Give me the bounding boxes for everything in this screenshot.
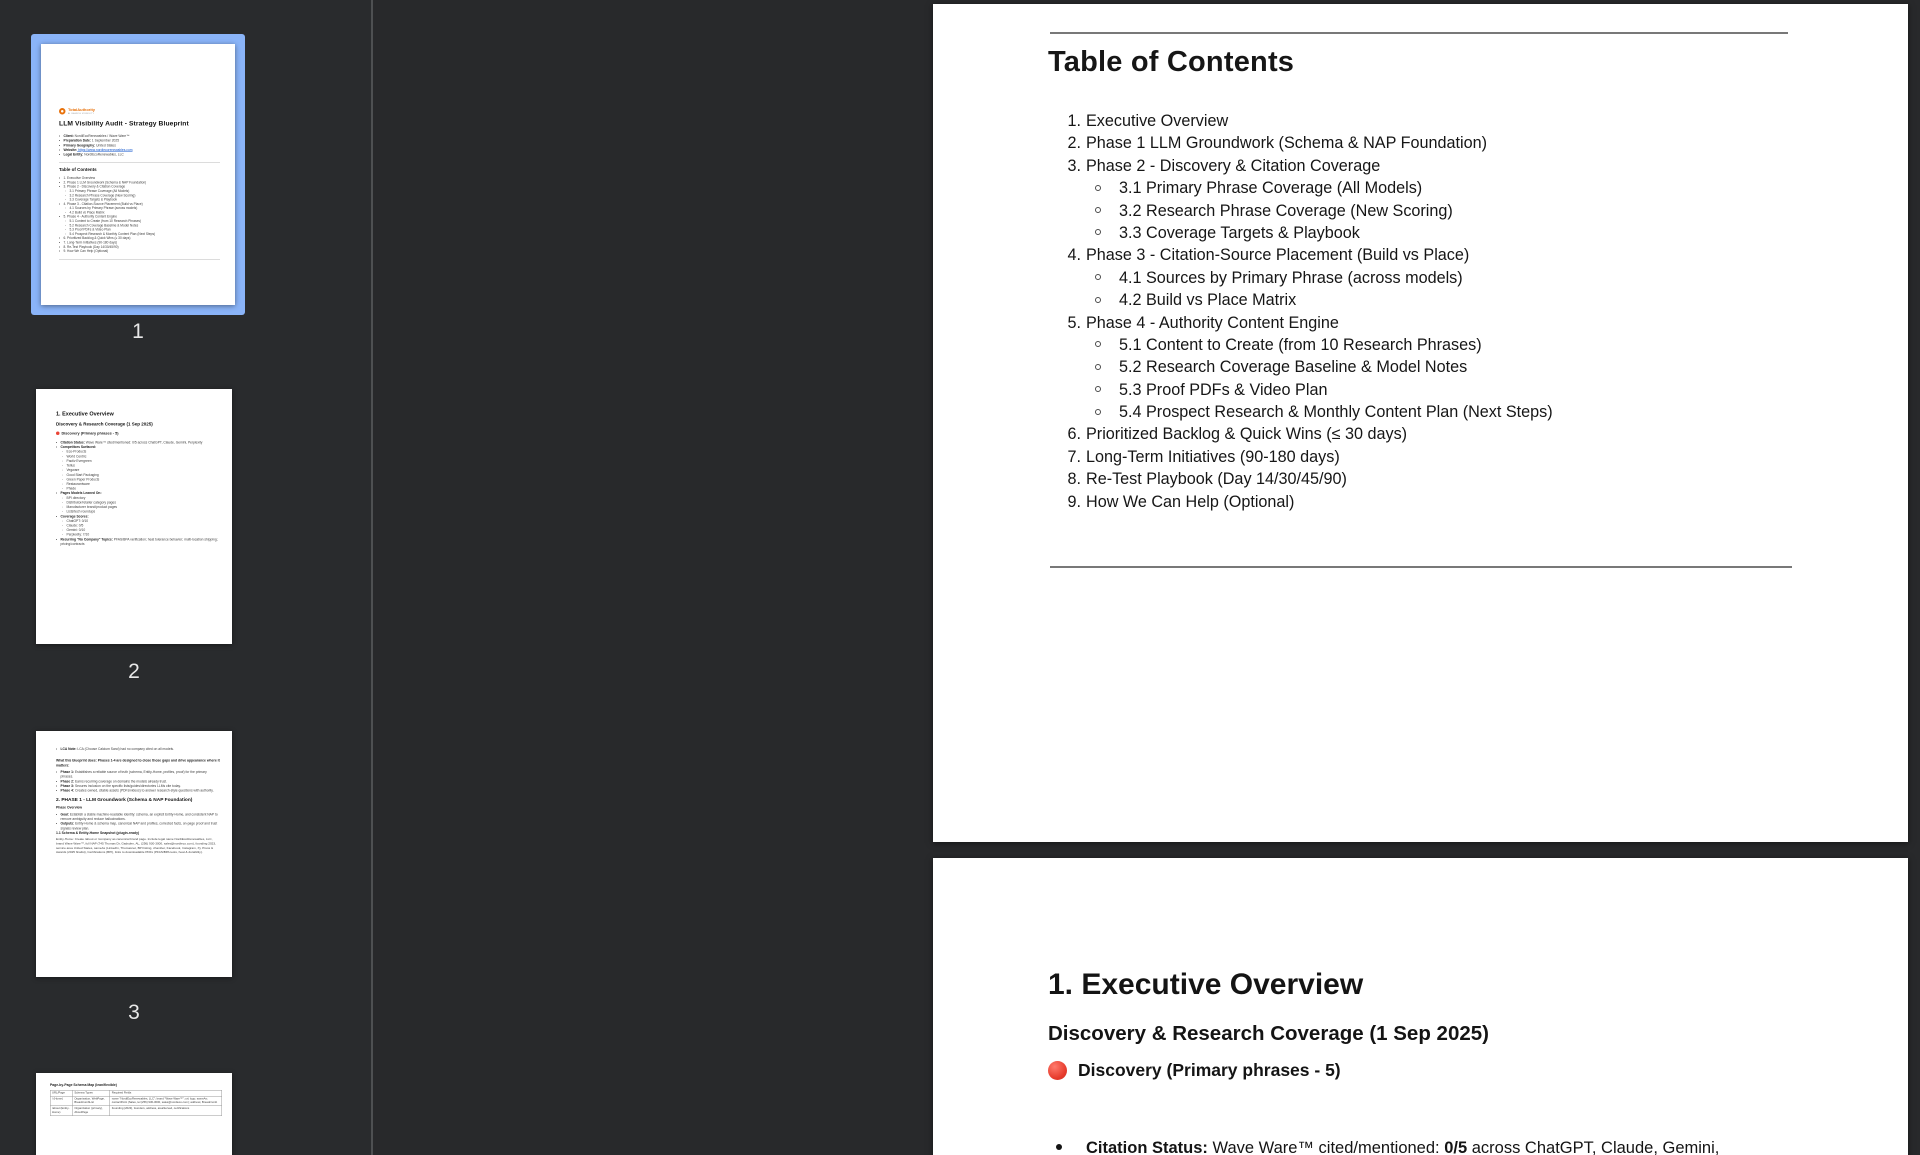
thumb-table-cell: / (Home) bbox=[50, 1096, 72, 1106]
bullet-icon: ◦ bbox=[62, 459, 64, 463]
thumb-text: Good Start Packaging bbox=[66, 473, 99, 477]
spacer bbox=[56, 752, 220, 759]
thumbnail-page-4[interactable] bbox=[36, 1073, 232, 1155]
bullet-icon: ◦ bbox=[62, 473, 64, 477]
thumb-table bbox=[50, 1090, 222, 1116]
thumb-text: 4. Phase 3 - Citation-Source Placement (Build vs Place) bbox=[63, 202, 143, 206]
toc-item-text: How We Can Help (Optional) bbox=[1086, 492, 1295, 511]
thumb-table-row bbox=[50, 1106, 222, 1116]
toc-subitem-text: 5.1 Content to Create (from 10 Research Phrases) bbox=[1119, 335, 1482, 354]
thumb-bullet-label: Competitors Surfaced: bbox=[60, 445, 97, 450]
toc-subitem bbox=[933, 200, 1908, 222]
brand-logo-subtext: AI SEARCH VISIBILITY bbox=[68, 111, 95, 115]
bullet-icon: • bbox=[59, 249, 61, 254]
thumb-status-text: Discovery (Primary phrases - 5) bbox=[61, 431, 119, 436]
bullet-icon: • bbox=[59, 143, 61, 148]
thumb-text: Gemini: 0/10 bbox=[66, 528, 86, 533]
toc-item bbox=[933, 132, 1908, 154]
thumb-text: 5.4 Prospect Research & Monthly Content Plan (Next Steps) bbox=[69, 232, 156, 236]
red-circle-icon bbox=[1048, 1061, 1067, 1080]
red-circle-icon bbox=[56, 432, 60, 436]
thumb-table-body bbox=[50, 1096, 222, 1116]
bullet-icon: • bbox=[59, 236, 61, 241]
bullet-icon: • bbox=[56, 770, 58, 775]
thumb-heading: 1. Executive Overview bbox=[56, 411, 114, 417]
thumb-text: Claude: 0/5 bbox=[66, 523, 84, 528]
bullet-icon: • bbox=[56, 441, 58, 445]
thumb-doc-title: LLM Visibility Audit - Strategy Blueprint bbox=[59, 119, 189, 128]
page-number-label: 3 bbox=[128, 1001, 140, 1024]
horizontal-rule bbox=[1050, 566, 1792, 568]
bullet-icon: ◦ bbox=[62, 528, 64, 533]
bullet-icon: • bbox=[56, 491, 58, 496]
circle-bullet-icon bbox=[1095, 207, 1101, 213]
toc-item-number: 6. bbox=[1067, 425, 1081, 444]
thumb-bullet-list bbox=[56, 770, 220, 793]
toc-item-text: Long-Term Initiatives (90-180 days) bbox=[1086, 447, 1340, 466]
bullet-icon: ◦ bbox=[65, 219, 67, 224]
thumb-text: 5.1 Content to Create (from 10 Research Phrases) bbox=[69, 219, 142, 224]
thumb-text: NordiEcoRenewables, LLC bbox=[83, 153, 124, 157]
toc-subitem bbox=[933, 401, 1908, 423]
toc-item-text: Prioritized Backlog & Quick Wins (≤ 30 days) bbox=[1086, 425, 1408, 444]
thumb-bullet-label: Client: bbox=[63, 134, 74, 139]
thumb-bullet-text bbox=[61, 822, 221, 831]
thumb-text: 3.3 Coverage Targets & Playbook bbox=[69, 198, 118, 202]
thumb-table-header-cell: Schema Types bbox=[73, 1090, 110, 1096]
thumb-bullet-label: Website: bbox=[63, 148, 78, 152]
thumb-bullet-list bbox=[56, 812, 220, 830]
thumb-bullet-text bbox=[64, 153, 124, 158]
bullet-icon: • bbox=[56, 514, 58, 519]
thumb-text: 6. Prioritized Backlog & Quick Wins (≤ 30 days) bbox=[63, 236, 131, 241]
bullet-icon: • bbox=[56, 784, 58, 788]
bullet-icon: • bbox=[59, 153, 61, 157]
thumb-heading: Table of Contents bbox=[59, 167, 97, 173]
bullet-icon: ◦ bbox=[65, 210, 67, 215]
thumb-paragraph: Entity-Home: Create /about or /company as canonical brand page. Include legal name NordiEcoRenewables, LLC, brand Wave Ware™, full NAP (745 Thomas Dr, Gadsden, AL, (256) 930-3000, sales@nordieco.com), founding 2023, service area United States, sameAs (LinkedIn, Thomasnet, BPI listing, chamber, Facebook, Instagram, X), Press & Awards (2025 finalist), Certifications (BPI), links to downloadable PDFs (PFAS/BPA tests, heat & durability). bbox=[56, 837, 216, 855]
bullet-icon: • bbox=[56, 747, 58, 751]
toc-item-text: Re-Test Playbook (Day 14/30/45/90) bbox=[1086, 470, 1347, 489]
thumb-text: 3. Phase 2 - Discovery & Citation Coverage bbox=[63, 185, 126, 189]
thumb-text: Lists/tech roundups bbox=[66, 510, 96, 514]
bullet-icon: ◦ bbox=[62, 482, 64, 486]
thumb-table-row bbox=[50, 1096, 222, 1106]
thumb-text: 5.3 Proof PDFs & Video Plan bbox=[69, 228, 111, 232]
thumb-text: 3.2 Research Phrase Coverage (New Scoring) bbox=[69, 193, 136, 198]
toc-item-text: Phase 1 LLM Groundwork (Schema & NAP Foundation) bbox=[1086, 134, 1487, 153]
toc-item-number: 4. bbox=[1067, 246, 1081, 265]
toc-item-number: 3. bbox=[1067, 156, 1081, 175]
bullet-icon: ◦ bbox=[62, 496, 64, 500]
toc-item-text: Phase 2 - Discovery & Citation Coverage bbox=[1086, 156, 1381, 175]
discovery-status-line bbox=[1048, 1060, 1341, 1081]
bullet-icon: ◦ bbox=[62, 450, 64, 454]
toc-subitem bbox=[933, 222, 1908, 244]
brand-logo-text: TotalAuthority AI SEARCH VISIBILITY bbox=[68, 107, 96, 115]
bullet-icon: ◦ bbox=[65, 223, 67, 228]
circle-bullet-icon bbox=[1095, 364, 1101, 370]
bullet-icon: • bbox=[56, 812, 58, 817]
thumb-toc-list bbox=[59, 177, 220, 254]
bullet-icon: ◦ bbox=[65, 232, 67, 236]
thumb-bullet-label: Preparation Date: bbox=[63, 139, 91, 143]
thumb-bullet-label: Citation Status: bbox=[60, 441, 85, 445]
bullet-icon: ◦ bbox=[65, 228, 67, 232]
toc-item bbox=[933, 244, 1908, 266]
thumb-text: 9. How We Can Help (Optional) bbox=[63, 249, 109, 254]
thumb-paragraph: Phase Overview bbox=[56, 806, 83, 810]
toc-subitem bbox=[933, 334, 1908, 356]
thumb-text: Establish a stable machine-readable identity: schema, an explicit Entity-Home, and consistent NAP to remove ambiguity and reduce hallucinations. bbox=[60, 812, 218, 822]
thumb-text: Creates owned, citable assets (PDFs/videos) to answer research-style questions with authority. bbox=[74, 789, 214, 793]
thumb-bullet-text bbox=[61, 789, 214, 794]
thumb-heading: Discovery & Research Coverage (1 Sep 2025) bbox=[56, 421, 153, 427]
thumb-text: 8. Re-Test Playbook (Day 14/30/45/90) bbox=[63, 245, 119, 249]
toc-item-number: 9. bbox=[1067, 492, 1081, 511]
toc-heading: Table of Contents bbox=[1048, 46, 1295, 78]
toc-subitem-text: 4.2 Build vs Place Matrix bbox=[1119, 291, 1297, 310]
thumb-text: United States bbox=[95, 143, 116, 148]
thumb-bullet-label: Primary Geography: bbox=[63, 143, 96, 148]
thumb-bullet-text bbox=[61, 770, 221, 779]
thumb-bullet-label: Phase 4: bbox=[60, 789, 75, 793]
thumb-text: LCA (Choose Calcium Sand) had no company cited on all models. bbox=[76, 747, 174, 751]
thumb-status-line bbox=[56, 431, 220, 436]
toc-item-number: 5. bbox=[1067, 313, 1081, 332]
circle-bullet-icon bbox=[1095, 341, 1101, 347]
thumb-text: PFAS/BPA verification; heat tolerance behavior; multi-location shipping; pricing/contracts bbox=[60, 537, 218, 546]
bullet-icon: ◦ bbox=[62, 523, 64, 528]
thumb-text: 1 September 2025 bbox=[90, 139, 120, 143]
thumb-bullet-list bbox=[59, 134, 220, 157]
thumbnail-page-3[interactable] bbox=[36, 731, 232, 977]
thumbnail-content bbox=[36, 389, 232, 644]
section-subheading: Discovery & Research Coverage (1 Sep 2025) bbox=[1048, 1022, 1489, 1045]
thumb-bullet-label: Goal: bbox=[60, 812, 69, 817]
bullet-icon: ◦ bbox=[62, 477, 64, 482]
thumb-text: Perplexity: 7/10 bbox=[66, 533, 90, 537]
horizontal-rule bbox=[59, 259, 220, 260]
thumb-table-cell: Organization, WebPage, BreadcrumbList bbox=[73, 1096, 110, 1106]
bullet-icon: ◦ bbox=[62, 500, 64, 505]
thumb-link-text: https://www.nordiecorenewables.com bbox=[77, 148, 133, 152]
thumb-bullet-label: Recurring "No Company" Topics: bbox=[60, 537, 113, 542]
bullet-icon: ◦ bbox=[62, 487, 64, 491]
thumb-bullet-label: Outputs: bbox=[60, 822, 75, 826]
bullet-icon: • bbox=[56, 822, 58, 826]
circle-bullet-icon bbox=[1095, 409, 1101, 415]
thumb-paragraph: What this blueprint does: Phases 1-4 are designed to close those gaps and drive appearance where it matters: bbox=[56, 759, 220, 768]
toc-item bbox=[933, 312, 1908, 334]
thumb-text: 4.1 Sources by Primary Phrase (across models) bbox=[69, 206, 138, 211]
thumb-bullet-text bbox=[64, 250, 109, 254]
discovery-status-label: Discovery (Primary phrases - 5) bbox=[1078, 1060, 1341, 1080]
bullet-icon: ◦ bbox=[62, 505, 64, 510]
thumb-text: Establishes a reliable source of truth (schema, Entity-Home, profiles, proof) for the primary phrases. bbox=[60, 770, 207, 779]
thumb-paragraph: Page-by-Page Schema Map (lean/flexible) bbox=[50, 1083, 117, 1087]
thumb-text: 1. Executive Overview bbox=[63, 176, 96, 181]
thumb-text: Secures inclusion on the specific lists/guides/directories LLMs cite today. bbox=[74, 784, 181, 788]
document-page-toc bbox=[933, 4, 1908, 842]
thumbnail-sidebar bbox=[0, 0, 373, 1155]
thumbnail-page-2[interactable] bbox=[36, 389, 232, 644]
page-number-label: 1 bbox=[132, 320, 144, 343]
thumb-bullet bbox=[56, 537, 220, 546]
circle-bullet-icon bbox=[1095, 229, 1101, 235]
thumb-bullet bbox=[59, 153, 220, 158]
circle-bullet-icon bbox=[1095, 185, 1101, 191]
toc-item-text: Phase 4 - Authority Content Engine bbox=[1086, 313, 1339, 332]
bullet-icon: • bbox=[59, 202, 61, 206]
thumb-text: NordiEcoRenewables / Wave Ware™ bbox=[73, 134, 130, 139]
bullet-icon: • bbox=[59, 134, 61, 139]
thumb-text: Green Paper Products bbox=[66, 477, 100, 482]
toc-subitem-text: 3.1 Primary Phrase Coverage (All Models) bbox=[1119, 179, 1423, 198]
thumb-text: 2. Phase 1 LLM Groundwork (Schema & NAP Foundation) bbox=[63, 180, 147, 185]
toc-item-number: 1. bbox=[1067, 112, 1081, 130]
toc-list bbox=[933, 110, 1908, 513]
bullet-icon bbox=[1056, 1144, 1062, 1150]
thumb-bullet-label: Coverage Scores: bbox=[60, 514, 89, 519]
toc-item bbox=[933, 110, 1908, 132]
horizontal-rule bbox=[59, 162, 220, 163]
citation-status-text: Citation Status: Wave Ware™ cited/mentioned: 0/5 across ChatGPT, Claude, Gemini, bbox=[1086, 1139, 1720, 1155]
brand-logo bbox=[59, 108, 220, 115]
thumb-text: Pactiv Evergreen bbox=[66, 459, 92, 463]
toc-item-number: 2. bbox=[1067, 134, 1081, 153]
toc-subitem-text: 5.4 Prospect Research & Monthly Content Plan (Next Steps) bbox=[1119, 403, 1553, 422]
bullet-icon: ◦ bbox=[62, 519, 64, 523]
thumb-table-cell: Organization (primary), AboutPage bbox=[73, 1106, 110, 1116]
thumb-paragraph: 1.1 Schema & Entity-Home Snapshot (plugin-ready) bbox=[56, 831, 140, 835]
section-heading: 1. Executive Overview bbox=[1048, 968, 1364, 1001]
thumb-text: BPI directory bbox=[66, 496, 86, 500]
toc-item-number: 8. bbox=[1067, 470, 1081, 489]
bullet-icon: • bbox=[56, 537, 58, 542]
thumb-bullet-text bbox=[61, 812, 221, 821]
thumb-text: 7. Long-Term Initiatives (90-180 days) bbox=[63, 240, 118, 245]
bullet-icon: • bbox=[59, 139, 61, 143]
bullet-icon: • bbox=[59, 180, 61, 185]
document-page-executive-overview bbox=[933, 858, 1908, 1155]
bullet-icon: ◦ bbox=[62, 510, 64, 514]
thumb-bullet-text bbox=[61, 747, 175, 752]
bullet-icon: ◦ bbox=[65, 206, 67, 211]
toc-item bbox=[933, 155, 1908, 177]
toc-subitem bbox=[933, 356, 1908, 378]
thumbnail-content bbox=[36, 731, 232, 977]
thumb-text: Wave Ware™ cited/mentioned: 0/5 across ChatGPT, Claude, Gemini, Perplexity bbox=[84, 441, 203, 445]
thumb-text: 5.2 Research Coverage Baseline & Model Notes bbox=[69, 223, 139, 228]
thumb-bullet bbox=[56, 770, 220, 779]
thumb-table-cell: name "NordiEcoRenewables, LLC"; brand "Wave Ware™"; url; logo; sameAs; contactPoint (Sales, tel (256) 930-3000, sales@nordieco.com); address; Breadcrumb bbox=[110, 1096, 222, 1106]
thumb-bullet-label: Legal Entity: bbox=[63, 153, 84, 157]
bullet-icon: • bbox=[59, 245, 61, 249]
toc-subitem bbox=[933, 177, 1908, 199]
toc-item bbox=[933, 491, 1908, 513]
circle-bullet-icon bbox=[1095, 274, 1101, 280]
bullet-icon: • bbox=[59, 148, 61, 152]
toc-subitem-text: 5.2 Research Coverage Baseline & Model Notes bbox=[1119, 358, 1468, 377]
thumb-text: Restaurantware bbox=[66, 482, 90, 486]
thumb-bullet-label: Pages Models Leaned On: bbox=[60, 491, 102, 496]
toc-subitem-text: 5.3 Proof PDFs & Video Plan bbox=[1119, 380, 1328, 399]
toc-item-text: Phase 3 - Citation-Source Placement (Build vs Place) bbox=[1086, 246, 1470, 265]
toc-item bbox=[933, 446, 1908, 468]
thumb-text: Earns recurring coverage on domains the models already trust. bbox=[74, 779, 167, 784]
bullet-icon: ◦ bbox=[62, 464, 64, 468]
toc-item bbox=[933, 468, 1908, 490]
thumb-table-header-cell: URL/Page bbox=[50, 1090, 72, 1096]
document-viewer[interactable] bbox=[375, 0, 1920, 1155]
thumb-text: World Centric bbox=[66, 454, 87, 459]
thumb-heading: 2. PHASE 1 - LLM Groundwork (Schema & NAP Foundation) bbox=[56, 797, 193, 803]
bullet-icon: ◦ bbox=[65, 189, 67, 194]
thumb-table-cell: Founding (2023), founders, address, areaServed, certifications bbox=[110, 1106, 222, 1116]
thumb-bullet-label: LCA Note: bbox=[60, 747, 77, 751]
bullet-icon: • bbox=[59, 176, 61, 181]
citation-status-bullet bbox=[1056, 1136, 1786, 1155]
thumb-text: 4.2 Build vs Place Matrix bbox=[69, 210, 105, 215]
thumb-text: Eco-Products bbox=[66, 450, 87, 454]
thumb-bullet bbox=[56, 812, 220, 821]
brand-logo-icon bbox=[59, 108, 66, 115]
bullet-icon: • bbox=[59, 215, 61, 219]
bullet-icon: • bbox=[56, 445, 58, 450]
bullet-icon: ◦ bbox=[62, 468, 64, 473]
toc-item-text: Executive Overview bbox=[1086, 112, 1229, 130]
thumb-table-header-cell: Required Fields bbox=[110, 1090, 222, 1096]
bullet-icon: • bbox=[59, 240, 61, 245]
thumb-text: Vegware bbox=[66, 468, 80, 473]
bullet-icon: • bbox=[56, 779, 58, 784]
toc-item bbox=[933, 423, 1908, 445]
toc-subitem-text: 3.2 Research Phrase Coverage (New Scoring) bbox=[1119, 201, 1453, 220]
thumb-text: 5. Phase 4 - Authority Content Engine bbox=[63, 215, 117, 219]
thumbnail-content bbox=[36, 1073, 232, 1155]
bullet-icon: • bbox=[56, 789, 58, 793]
thumb-text: Phade bbox=[66, 487, 77, 491]
bullet-icon: ◦ bbox=[62, 454, 64, 459]
thumb-bullet-label: Phase 2: bbox=[60, 779, 75, 784]
thumbnail-content bbox=[41, 44, 235, 305]
horizontal-rule bbox=[1050, 32, 1788, 34]
thumb-bullet bbox=[56, 822, 220, 831]
bullet-icon: ◦ bbox=[65, 198, 67, 202]
thumb-table-cell: /about (Entity-Home) bbox=[50, 1106, 72, 1116]
thumbnail-page-1[interactable] bbox=[41, 44, 235, 305]
page-number-label: 2 bbox=[128, 660, 140, 683]
thumb-bullet bbox=[56, 789, 220, 794]
bullet-icon: ◦ bbox=[65, 193, 67, 198]
thumb-bullet bbox=[59, 250, 220, 254]
thumb-text: Manufacturer brand/product pages bbox=[66, 505, 118, 510]
thumb-text: ChatGPT: 0/10 bbox=[66, 519, 89, 523]
thumb-bullet-list bbox=[56, 441, 220, 547]
toc-subitem-text: 4.1 Sources by Primary Phrase (across models) bbox=[1119, 268, 1463, 287]
circle-bullet-icon bbox=[1095, 297, 1101, 303]
thumb-text: 3.1 Primary Phrase Coverage (All Models) bbox=[69, 189, 130, 194]
thumb-text: Entity-Home & schema map, canonical NAP and profiles, corrected facts, on-page proof and trust signals review plan. bbox=[60, 822, 218, 831]
toc-item-number: 7. bbox=[1067, 447, 1081, 466]
toc-subitem bbox=[933, 379, 1908, 401]
toc-subitem bbox=[933, 289, 1908, 311]
thumb-text: Tellus bbox=[66, 464, 75, 468]
toc-subitem-text: 3.3 Coverage Targets & Playbook bbox=[1119, 223, 1360, 242]
thumb-bullet-label: Phase 1: bbox=[60, 770, 75, 775]
bullet-icon: ◦ bbox=[62, 533, 64, 537]
bullet-icon: • bbox=[59, 185, 61, 189]
thumb-text: Distributor/retailer category pages bbox=[66, 500, 116, 505]
circle-bullet-icon bbox=[1095, 386, 1101, 392]
thumb-bullet-label: Phase 3: bbox=[60, 784, 75, 788]
thumb-bullet-text bbox=[61, 537, 221, 546]
toc-subitem bbox=[933, 267, 1908, 289]
